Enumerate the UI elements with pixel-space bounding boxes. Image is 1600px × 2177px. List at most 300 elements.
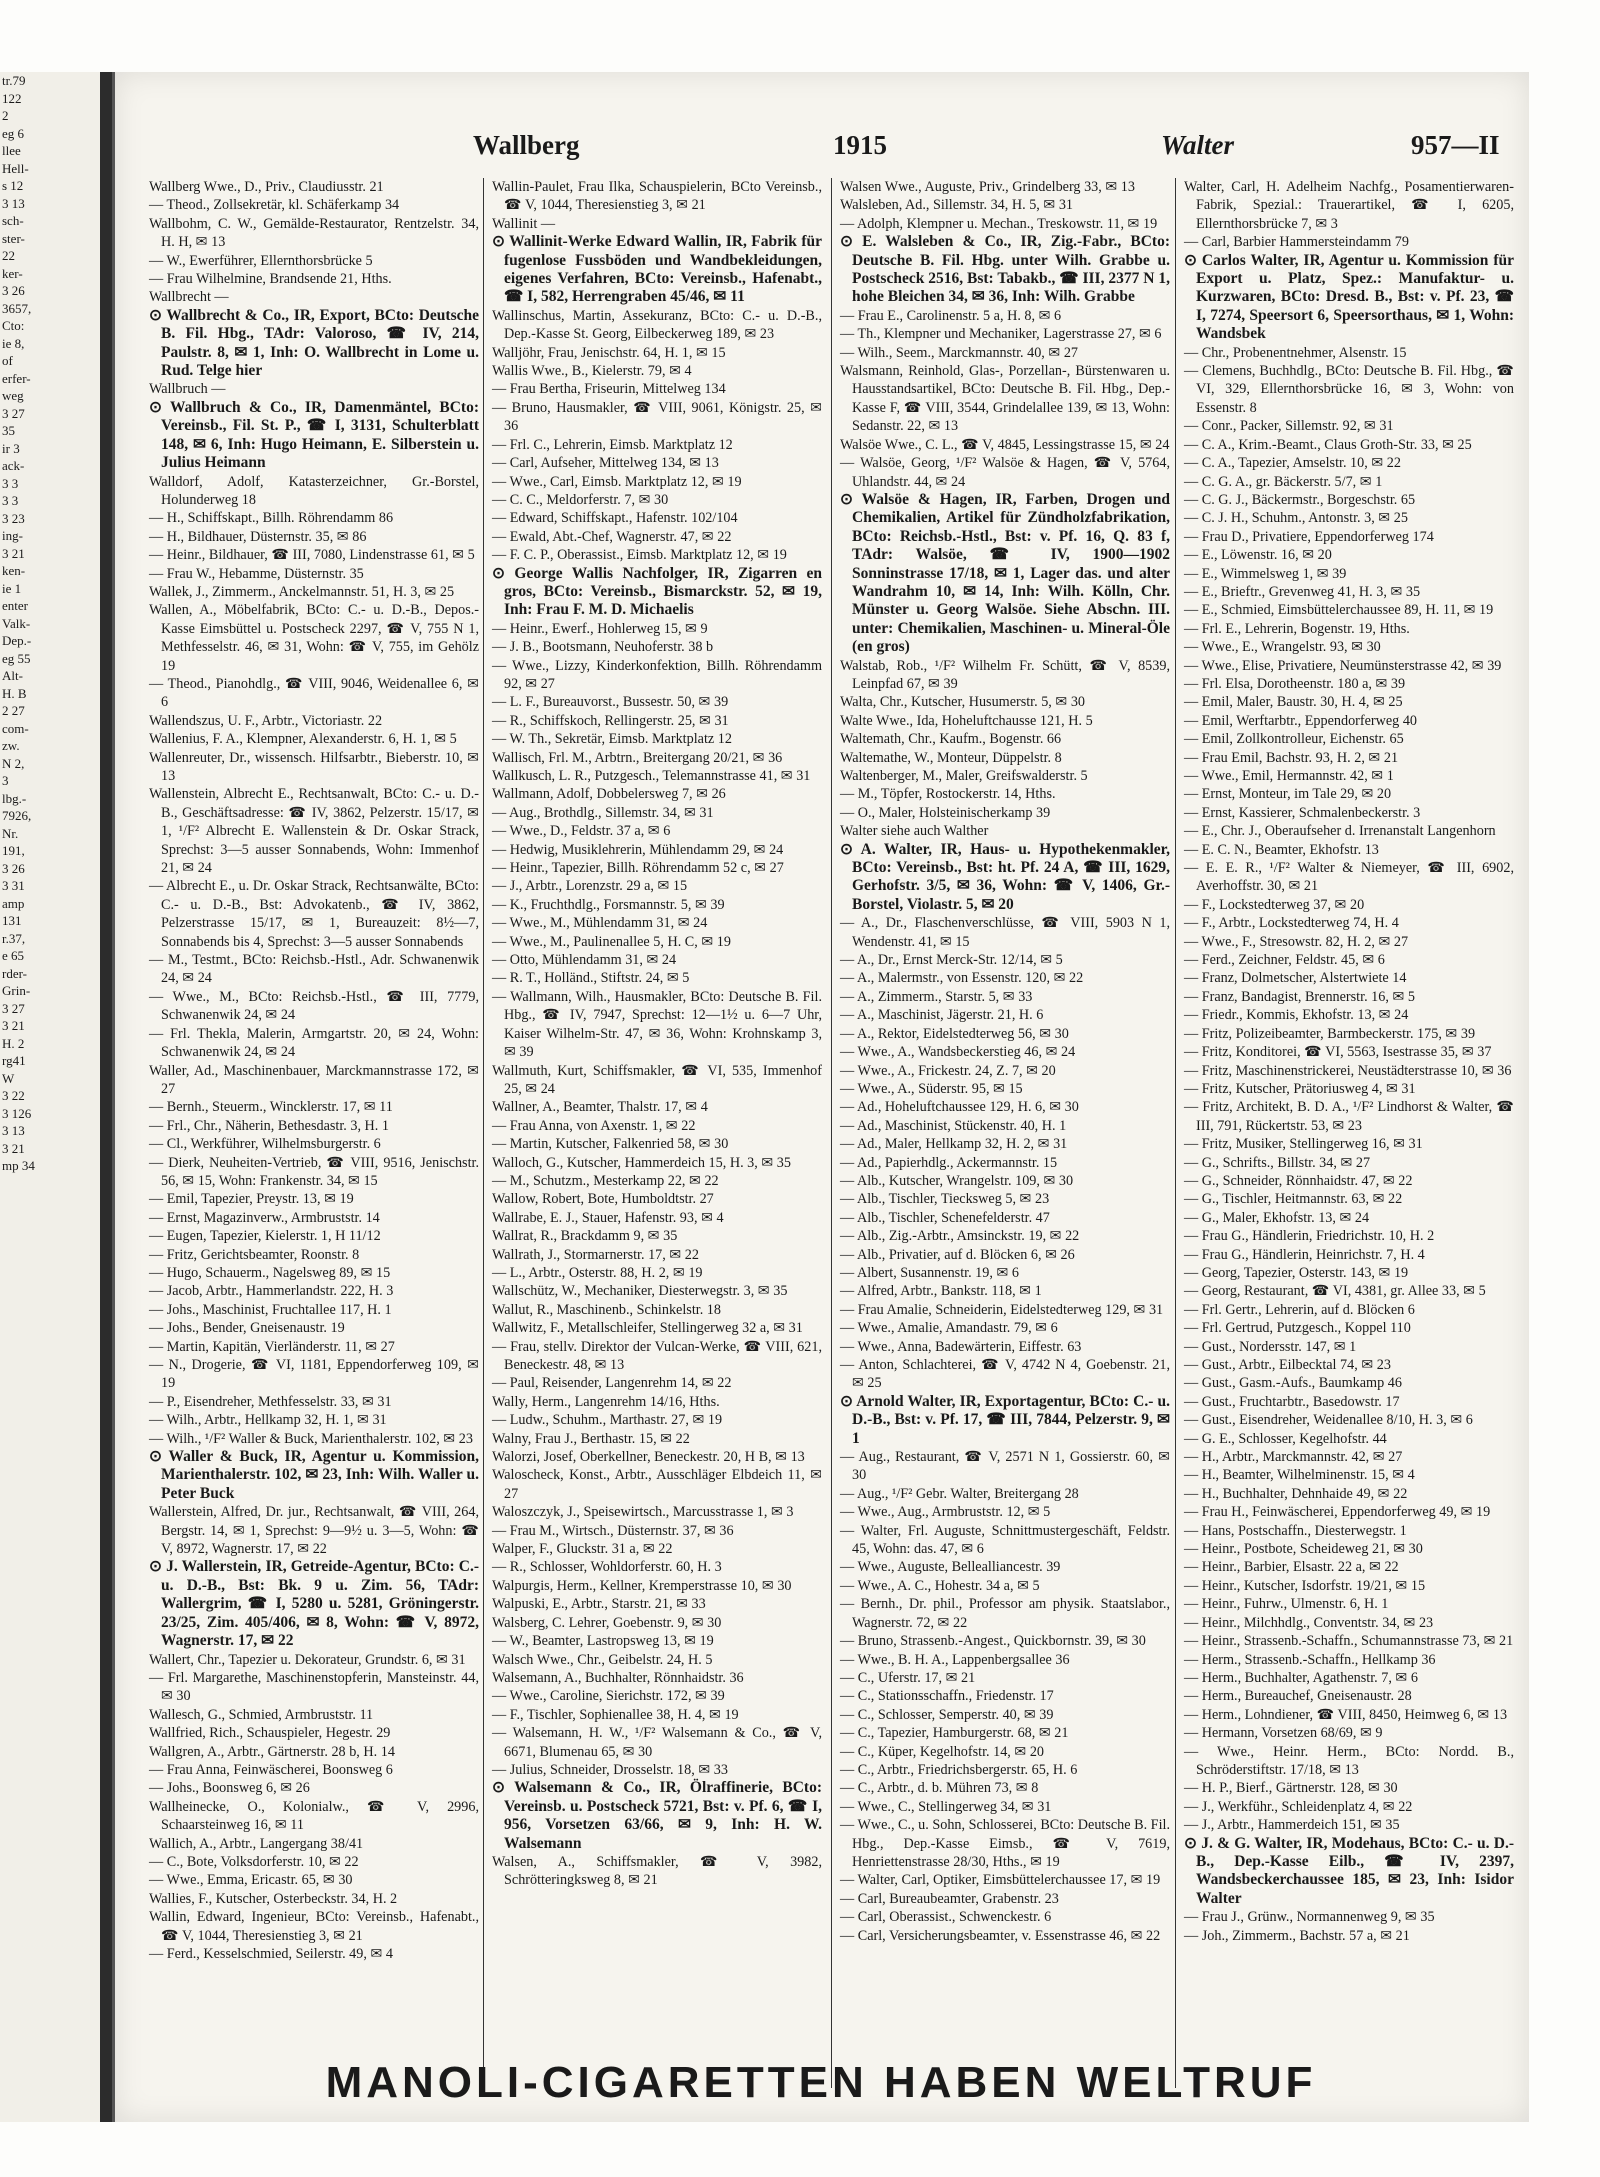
directory-entry: Walsberg, C. Lehrer, Goebenstr. 9, ✉ 30 [492,1614,722,1631]
strip-fragment: enter [2,598,28,613]
directory-entry: — Th., Klempner und Mechaniker, Lagerstrasse 27, ✉ 6 [840,326,1162,343]
directory-entry: — A., Malermstr., von Essenstr. 120, ✉ 22 [840,970,1084,987]
directory-entry: — Aug., ¹/F² Gebr. Walter, Breitergang 28 [840,1485,1079,1502]
directory-entry: — Alb., Kutscher, Wrangelstr. 109, ✉ 30 [840,1172,1074,1189]
strip-fragment: 3 31 [2,878,25,893]
directory-entry: — Frl. Gertr., Lehrerin, auf d. Blöcken 6 [1184,1301,1415,1318]
directory-entry: — Frau Anna, Feinwäscherei, Boonsweg 6 [149,1761,393,1778]
directory-entry: Wallner, A., Beamter, Thalstr. 17, ✉ 4 [492,1099,708,1116]
directory-entry: — Jacob, Arbtr., Hammerlandstr. 222, H. 3 [149,1283,394,1300]
strip-fragment: 3 126 [2,1105,32,1121]
directory-entry: — Johs., Maschinist, Fruchtallee 117, H. 1 [149,1301,392,1318]
strip-fragment: Alt- [2,668,23,683]
directory-entry: Wallrath, J., Stormarnerstr. 17, ✉ 22 [492,1246,699,1263]
directory-entry: Walta, Chr., Kutscher, Husumerstr. 5, ✉ 30 [840,694,1086,711]
directory-entry: Walstab, Rob., ¹/F² Wilhelm Fr. Schütt, ☎ V, 8539, Leinpfad 67, ✉ 39 [840,657,1170,692]
directory-entry: — Alb., Tischler, Schenefelderstr. 47 [840,1209,1050,1226]
directory-entry: — H., Schiffskapt., Billh. Röhrendamm 86 [149,510,394,527]
directory-entry: — Fritz, Polizeibeamter, Barmbeckerstr. 175, ✉ 39 [1184,1025,1476,1042]
directory-entry: — Wwe., Caroline, Sierichstr. 172, ✉ 39 [492,1688,725,1705]
directory-entry: — Carl, Oberassist., Schwenckestr. 6 [840,1909,1052,1926]
directory-entry: — Wallmann, Wilh., Hausmakler, BCto: Deutsche B. Fil. Hbg., ☎ IV, 7947, Sprechst: 12—1½ u. 6—7 Uhr, Kaiser Wilhelm-Str. 47, ✉ 36, Wohn: Krohnskamp 3, ✉ 39 [492,988,822,1061]
directory-entry: — G., Schneider, Rönnhaidstr. 47, ✉ 22 [1184,1172,1413,1189]
strip-fragment: 3 21 [2,545,25,561]
directory-entry: — Carl, Bureaubeamter, Grabenstr. 23 [840,1890,1059,1907]
directory-entry: — Hugo, Schauerm., Nagelsweg 89, ✉ 15 [149,1264,391,1281]
strip-fragment: Hell- [2,160,29,176]
directory-entry: — E., Chr. J., Oberaufseher d. Irrenanstalt Langenhorn [1184,823,1496,840]
strip-fragment: sch- [2,213,24,228]
strip-fragment: 22 [2,248,15,263]
directory-entry: — F., Arbtr., Lockstedterweg 74, H. 4 [1184,915,1399,932]
advertisement-footer: MANOLI-CIGARETTEN HABEN WELTRUF [325,2058,1317,2107]
directory-entry: — Hans, Postschaffn., Diesterwegstr. 1 [1184,1522,1407,1539]
strip-fragment: ie 8, [2,335,25,351]
directory-entry: — Frl. Gertrud, Putzgesch., Koppel 110 [1184,1320,1411,1337]
directory-entry: — Fritz, Kutscher, Prätoriusweg 4, ✉ 31 [1184,1080,1416,1097]
directory-entry: — R., Schiffskoch, Rellingerstr. 25, ✉ 31 [492,712,729,729]
strip-fragment: 3657, [2,300,32,316]
directory-entry: Wallek, J., Zimmerm., Anckelmannstr. 51, H. 3, ✉ 25 [149,583,455,600]
strip-fragment: 3 13 [2,1123,25,1138]
strip-fragment: H. B [2,685,27,701]
directory-entry: Walper, F., Gluckstr. 31 a, ✉ 22 [492,1541,673,1558]
directory-entry: — Frau G., Händlerin, Friedrichstr. 10, H. 2 [1184,1228,1435,1245]
directory-entry: Wallbrecht — [149,289,229,306]
strip-fragment: zw. [2,738,20,753]
strip-fragment: amp [2,895,25,911]
directory-entry: — Wwe., Elise, Privatiere, Neumünsterstrasse 42, ✉ 39 [1184,657,1502,674]
directory-entry: — Joh., Zimmerm., Bachstr. 57 a, ✉ 21 [1184,1927,1410,1944]
directory-entry: — M., Töpfer, Rostockerstr. 14, Hths. [840,786,1056,803]
directory-entry: Wallenius, F. A., Klempner, Alexanderstr. 6, H. 1, ✉ 5 [149,731,457,748]
strip-fragment: H. 2 [2,1035,25,1051]
strip-fragment: ack- [2,458,25,473]
directory-entry: — Ferd., Zeichner, Feldstr. 45, ✉ 6 [1184,952,1385,969]
directory-entry: — Wwe., A. C., Hohestr. 34 a, ✉ 5 [840,1577,1040,1594]
directory-entry: — Wwe., Amalie, Amandastr. 79, ✉ 6 [840,1320,1058,1337]
directory-entry: — Gust., Gasm.-Aufs., Baumkamp 46 [1184,1375,1402,1392]
strip-fragment: Cto: [2,318,25,333]
directory-entry: — L., Arbtr., Osterstr. 88, H. 2, ✉ 19 [492,1264,703,1281]
directory-entry: — R. T., Holländ., Stiftstr. 24, ✉ 5 [492,970,690,987]
directory-entry: — Frau J., Grünw., Normannenweg 9, ✉ 35 [1184,1909,1435,1926]
directory-entry: ⊙ Walsöe & Hagen, IR, Farben, Drogen und Chemikalien, Artikel für Zündholzfabrikation, BCto: Reichsb.-Hstl., Bst: v. Pf. 16, Q. 83 f, TAdr: Walsöe, ☎ IV, 1900—1902 Sonninstrasse 17/18, ✉ 1, Lager das. und alter Wandrahm 10, ✉ 14, Inh: Wilh. Kölln, Chr. Münster u. Georg Walsöe. Siehe Abschn. III. unter: Chemikalien, Maschinen- u. Mineral-Öle (en gros) [840,490,1170,656]
directory-entry: ⊙ Walsemann & Co., IR, Ölraffinerie, BCto: Vereinsb. u. Postscheck 5721, Bst: v. Pf. 6, ☎ I, 956, Vorsetzen 63/66, ✉ 9, Inh: H. W. Walsemann [492,1779,822,1852]
directory-entry: — Wwe., F., Stresowstr. 82, H. 2, ✉ 27 [1184,933,1409,950]
column-1 [141,178,483,2088]
directory-entry: — Wwe., A., Süderstr. 95, ✉ 15 [840,1080,1023,1097]
strip-fragment: 3 3 [2,493,19,508]
directory-entry: — G., Maler, Ekhofstr. 13, ✉ 24 [1184,1209,1370,1226]
directory-entry: — Frau W., Hebamme, Düsternstr. 35 [149,565,364,582]
directory-entry: — Georg, Tapezier, Osterstr. 143, ✉ 19 [1184,1264,1409,1281]
directory-entry: Wallin, Edward, Ingenieur, BCto: Vereinsb., Hafenabt., ☎ V, 1044, Theresienstieg 3, ✉ 21 [149,1909,479,1944]
directory-entry: — Ewald, Abt.-Chef, Wagnerstr. 47, ✉ 22 [492,528,732,545]
strip-fragment: r.37, [2,930,26,946]
directory-entry: Wallinit — [492,215,556,232]
directory-entry: — Carl, Versicherungsbeamter, v. Essenstrasse 46, ✉ 22 [840,1927,1161,1944]
directory-entry: — H., Buchhalter, Dehnhaide 49, ✉ 22 [1184,1485,1408,1502]
strip-fragment: weg [2,388,24,403]
directory-entry: — Bruno, Strassenb.-Angest., Quickbornstr. 39, ✉ 30 [840,1633,1146,1650]
directory-entry: — L. F., Bureauvorst., Bussestr. 50, ✉ 39 [492,694,729,711]
directory-entry: — Wwe., C., Stellingerweg 34, ✉ 31 [840,1798,1052,1815]
directory-entry: — K., Fruchthdlg., Forsmannstr. 5, ✉ 39 [492,896,725,913]
strip-fragment: rg41 [2,1053,26,1068]
directory-entry: — Heinr., Fuhrw., Ulmenstr. 6, H. 1 [1184,1596,1389,1613]
directory-entry: — Frl., Chr., Näherin, Bethesdastr. 3, H. 1 [149,1117,389,1134]
adjacent-page-strip [0,72,106,2122]
directory-entry: — Anton, Schlachterei, ☎ V, 4742 N 4, Goebenstr. 21, ✉ 25 [840,1357,1170,1392]
directory-entry: — Dierk, Neuheiten-Vertrieb, ☎ VIII, 9516, Jenischstr. 56, ✉ 15, Wohn: Frankenstr. 34, ✉ 15 [149,1154,479,1189]
directory-entry: — N., Drogerie, ☎ VI, 1181, Eppendorferweg 109, ✉ 19 [149,1357,479,1392]
column-3 [831,178,1174,2088]
directory-entry: Walsen, A., Schiffsmakler, ☎ V, 3982, Schrötteringksweg 8, ✉ 21 [492,1853,822,1889]
directory-entry: — E., Schmied, Eimsbüttelerchaussee 89, H. 11, ✉ 19 [1184,602,1494,619]
directory-entry: — A., Zimmerm., Starstr. 5, ✉ 33 [840,988,1033,1005]
directory-entry: — J., Arbtr., Hammerdeich 151, ✉ 35 [1184,1817,1400,1834]
directory-entry: — Frl. E., Lehrerin, Bogenstr. 19, Hths. [1184,620,1410,637]
directory-entry: Walter, Carl, H. Adelheim Nachfg., Posamentierwaren-Fabrik, Spezial.: Trauerartikel, ☎ I, 6205, Ellernthorsbrücke 7, ✉ 3 [1184,179,1514,232]
directory-entry: — C., Arbtr., Friedrichsbergerstr. 65, H. 6 [840,1761,1078,1778]
strip-fragment: 3 21 [2,1018,25,1033]
directory-entry: — Fritz, Gerichtsbeamter, Roonstr. 8 [149,1246,360,1263]
strip-fragment: 3 27 [2,405,25,421]
header-year: 1915 [833,130,887,160]
directory-entry: — Theod., Zollsekretär, kl. Schäferkamp 34 [149,197,400,214]
directory-entry: Waloszczyk, J., Speisewirtsch., Marcusstrasse 1, ✉ 3 [492,1504,794,1521]
directory-entry: ⊙ E. Walsleben & Co., IR, Zig.-Fabr., BCto: Deutsche B. Fil. Hbg. unter Wilh. Grabbe u. Postscheck 2516, Bst: Tabakb., ☎ III, 2377 N 1, hohe Bleichen 34, ✉ 36, Inh: Wilh. Grabbe [840,233,1170,306]
strip-fragment: N 2, [2,755,25,771]
directory-entry: — Frl. Margarethe, Maschinenstopferin, Mansteinstr. 44, ✉ 30 [149,1669,479,1705]
strip-fragment: erfer- [2,370,31,386]
directory-entry: — Walter, Carl, Optiker, Eimsbüttelerchaussee 17, ✉ 19 [840,1872,1161,1889]
directory-entry: — Bernh., Steuerm., Wincklerstr. 17, ✉ 11 [149,1099,393,1116]
directory-entry: — Edward, Schiffskapt., Hafenstr. 102/104 [492,510,738,527]
strip-fragment: Dep.- [2,633,32,648]
directory-entry: Wallfried, Rich., Schauspieler, Hegestr. 29 [149,1725,391,1742]
directory-entry: Wallschütz, W., Mechaniker, Diesterwegstr. 3, ✉ 35 [492,1283,788,1300]
directory-entry: Waltemathe, W., Monteur, Düppelstr. 8 [840,749,1062,766]
directory-entry: Wallin-Paulet, Frau Ilka, Schauspielerin, BCto Vereinsb., ☎ V, 1044, Theresienstieg 3, ✉ 21 [492,179,822,214]
directory-entry: — Fritz, Maschinenstrickerei, Neustädterstrasse 10, ✉ 36 [1184,1062,1512,1079]
directory-entry: — Ernst, Monteur, im Tale 29, ✉ 20 [1184,786,1392,803]
strip-fragment: 3 3 [2,475,19,491]
directory-entry: — Wwe., M., Mühlendamm 31, ✉ 24 [492,915,708,932]
directory-entry: — Franz, Bandagist, Brennerstr. 16, ✉ 5 [1184,988,1415,1005]
directory-entry: — Wwe., A., Wandsbeckerstieg 46, ✉ 24 [840,1044,1076,1061]
directory-entry: — A., Rektor, Eidelstedterweg 56, ✉ 30 [840,1025,1069,1042]
directory-entry: — Ad., Maler, Hellkamp 32, H. 2, ✉ 31 [840,1136,1068,1153]
directory-entry: Wallen, A., Möbelfabrik, BCto: C.- u. D.-B., Depos.-Kasse Eimsbüttel u. Postscheck 2297, ☎ V, 755 N 1, Methfesselstr. 46, ✉ 31, Wohn: ☎ V, 755, im Gehölz 19 [149,602,479,674]
directory-entry: Walorzi, Josef, Oberkellner, Beneckestr. 20, H B, ✉ 13 [492,1449,805,1466]
directory-entry: Wallbohm, C. W., Gemälde-Restaurator, Rentzelstr. 34, H. H, ✉ 13 [149,215,479,251]
directory-entry: — Ernst, Magazinverw., Armbruststr. 14 [149,1209,380,1226]
strip-fragment: Valk- [2,615,31,631]
directory-entry: Wallendszus, U. F., Arbtr., Victoriastr. 22 [149,712,383,729]
directory-entry: — Alb., Zig.-Arbtr., Amsinckstr. 19, ✉ 22 [840,1228,1080,1245]
directory-entry: Wallkusch, L. R., Putzgesch., Telemannstrasse 41, ✉ 31 [492,768,811,784]
directory-entry: — F. C. P., Oberassist., Eimsb. Marktplatz 12, ✉ 19 [492,547,787,564]
directory-entry: — Frl. C., Lehrerin, Eimsb. Marktplatz 12 [492,436,733,453]
directory-entry: — Wwe., Aug., Armbruststr. 12, ✉ 5 [840,1504,1051,1521]
directory-entry: — Heinr., Milchhdlg., Conventstr. 34, ✉ 23 [1184,1614,1434,1631]
strip-fragment: llee [2,143,21,158]
directory-entry: ⊙ George Wallis Nachfolger, IR, Zigarren en gros, BCto: Vereinsb., Bismarckstr. 52, ✉ 19, Inh: Frau F. M. D. Michaelis [492,564,822,619]
directory-entry: — Alb., Privatier, auf d. Blöcken 6, ✉ 26 [840,1246,1075,1263]
directory-entry: ⊙ Wallbrecht & Co., IR, Export, BCto: Deutsche B. Fil. Hbg., TAdr: Valoroso, ☎ IV, 214, Paulstr. 8, ✉ 1, Inh: O. Wallbrecht in Lome u. Rud. Telge hier [149,306,479,380]
directory-entry: — Wwe., B. H. A., Lappenbergsallee 36 [840,1651,1070,1668]
directory-entry: Walldorf, Adolf, Katasterzeichner, Gr.-Borstel, Holunderweg 18 [149,473,479,508]
directory-entry: Wallmuth, Kurt, Schiffsmakler, ☎ VI, 535, Immenhof 25, ✉ 24 [492,1062,822,1097]
strip-fragment: ker- [2,265,23,281]
directory-entry: — Frau Emil, Bachstr. 93, H. 2, ✉ 21 [1184,749,1399,766]
strip-fragment: Nr. [2,825,19,841]
directory-entry: — C. A., Tapezier, Amselstr. 10, ✉ 22 [1184,455,1401,472]
strip-fragment: 2 27 [2,703,25,718]
directory-entry: ⊙ Arnold Walter, IR, Exportagentur, BCto: C.- u. D.-B., Bst: v. Pf. 17, ☎ III, 7844, Pelzerstr. 9, ✉ 1 [840,1392,1170,1447]
directory-entry: — C., Arbtr., d. b. Mühren 73, ✉ 8 [840,1780,1039,1797]
directory-entry: — Wwe., D., Feldstr. 37 a, ✉ 6 [492,823,671,840]
directory-entry: — O., Maler, Holsteinischerkamp 39 [840,804,1051,821]
directory-entry: — C. G. A., gr. Bäckerstr. 5/7, ✉ 1 [1184,473,1383,490]
directory-entry: — Emil, Maler, Baustr. 30, H. 4, ✉ 25 [1184,694,1403,711]
directory-entry: Walny, Frau J., Berthastr. 15, ✉ 22 [492,1430,690,1447]
directory-entry: — M., Schutzm., Mesterkamp 22, ✉ 22 [492,1172,719,1189]
directory-entry: Walljöhr, Frau, Jenischstr. 64, H. 1, ✉ 15 [492,344,726,361]
directory-entry: — Frau Wilhelmine, Brandsende 21, Hths. [149,271,392,288]
strip-fragment: Grin- [2,983,31,998]
directory-entry: — Wwe., Auguste, Bellealliancestr. 39 [840,1559,1061,1576]
directory-entry: Waller, Ad., Maschinenbauer, Marckmannstrasse 172, ✉ 27 [149,1062,479,1097]
directory-entry: — Albert, Susannenstr. 19, ✉ 6 [840,1264,1019,1281]
directory-entry: Walsöe Wwe., C. L., ☎ V, 4845, Lessingstrasse 15, ✉ 24 [840,436,1170,453]
directory-entry: — Frau, stellv. Direktor der Vulcan-Werke, ☎ VIII, 621, Beneckestr. 48, ✉ 13 [492,1338,822,1373]
directory-entry: — Heinr., Kutscher, Isdorfstr. 19/21, ✉ 15 [1184,1577,1426,1594]
directory-entry: — Wwe., E., Wrangelstr. 93, ✉ 30 [1184,639,1381,656]
directory-entry: — Frl. Thekla, Malerin, Armgartstr. 20, ✉ 24, Wohn: Schwanenwik 24, ✉ 24 [149,1025,479,1061]
directory-entry: — Ad., Maschinist, Stückenstr. 40, H. 1 [840,1117,1067,1134]
directory-entry: — Chr., Probenentnehmer, Alsenstr. 15 [1184,344,1407,361]
directory-entry: — Cl., Werkführer, Wilhelmsburgerstr. 6 [149,1136,381,1153]
strip-fragment: 191, [2,843,25,858]
directory-entry: — C., Küper, Kegelhofstr. 14, ✉ 20 [840,1743,1045,1760]
directory-entry: — Hedwig, Musiklehrerin, Mühlendamm 29, ✉ 24 [492,841,784,858]
directory-entry: — Frau E., Carolinenstr. 5 a, H. 8, ✉ 6 [840,307,1062,324]
directory-entry: — J. B., Bootsmann, Neuhoferstr. 38 b [492,639,714,656]
directory-entry: — Walsöe, Georg, ¹/F² Walsöe & Hagen, ☎ V, 5764, Uhlandstr. 44, ✉ 24 [840,455,1170,490]
strip-fragment: mp 34 [2,1158,35,1173]
directory-entry: ⊙ A. Walter, IR, Haus- u. Hypothekenmakler, BCto: Vereinsb., Bst: ht. Pf. 24 A, ☎ III, 1629, Gerhofstr. 3/5, ✉ 36, Wohn: ☎ V, 1406, Gr.-Borstel, Violastr. 5, ✉ 20 [840,840,1170,913]
directory-entry: — Wilh., ¹/F² Waller & Buck, Marienthalerstr. 102, ✉ 23 [149,1430,473,1447]
directory-entry: — E., Wimmelsweg 1, ✉ 39 [1184,565,1347,582]
strip-fragment: 3 26 [2,860,25,876]
directory-entry: — W., Beamter, Lastropsweg 13, ✉ 19 [492,1633,714,1650]
directory-entry: — Emil, Werftarbtr., Eppendorferweg 40 [1184,712,1418,729]
directory-entry: — Frau Anna, von Axenstr. 1, ✉ 22 [492,1117,696,1134]
directory-entry: — Frau D., Privatiere, Eppendorferweg 174 [1184,528,1434,545]
directory-entry: Wallut, R., Maschinenb., Schinkelstr. 18 [492,1301,721,1318]
directory-entry: Walsleben, Ad., Sillemstr. 34, H. 5, ✉ 31 [840,197,1074,214]
directory-entry: — E., Löwenstr. 16, ✉ 20 [1184,547,1332,564]
directory-entry: — Gust., Fruchtarbtr., Basedowstr. 17 [1184,1393,1400,1410]
directory-entry: Wallrabe, E. J., Stauer, Hafenstr. 93, ✉ 4 [492,1209,724,1226]
directory-entry: — Clemens, Buchhdlg., BCto: Deutsche B. Fil. Hbg., ☎ VI, 329, Ellernthorsbrücke 16, ✉ 3, Wohn: von Essenstr. 8 [1184,363,1514,416]
directory-entry: — Wwe., Heinr. Herm., BCto: Nordd. B., Schröderstiftstr. 17/18, ✉ 13 [1184,1743,1514,1778]
directory-entry: — J., Werkführ., Schleidenplatz 4, ✉ 22 [1184,1798,1413,1815]
directory-entry: — Heinr., Strassenb.-Schaffn., Schumannstrasse 73, ✉ 21 [1184,1633,1514,1650]
directory-entry: ⊙ Carlos Walter, IR, Agentur u. Kommission für Export u. Platz, Spez.: Manufaktur- u. Kurzwaren, BCto: Dresd. B., Bst: v. Pf. 23, ☎ I, 7274, Speersort 6, Speersorthaus, ✉ 1, Wohn: Wandsbek [1184,251,1514,343]
directory-entry: — Frau Amalie, Schneiderin, Eidelstedterweg 129, ✉ 31 [840,1301,1164,1318]
directory-entry: — Alfred, Arbtr., Bankstr. 118, ✉ 1 [840,1283,1042,1300]
directory-entry: Wally, Herm., Langenrehm 14/16, Hths. [492,1393,720,1410]
directory-entry: — P., Eisendreher, Methfesselstr. 33, ✉ 31 [149,1393,392,1410]
directory-entry: Wallesch, G., Schmied, Armbruststr. 11 [149,1706,374,1723]
directory-entry: — Wwe., Carl, Eimsb. Marktplatz 12, ✉ 19 [492,473,742,490]
directory-entry: Wallenstein, Albrecht E., Rechtsanwalt, BCto: C.- u. D.-B., Geschäftsadresse: ☎ IV, 3862, Pelzerstr. 15/17, ✉ 1, ¹/F² Albrecht E. Wallenstein & Dr. Oskar Strack, Sprechst: 3—5 ausser Sonnabends, Wohn: Immenhof 21, ✉ 24 [149,786,479,877]
strip-fragment: eg 6 [2,125,25,141]
directory-entry: — Wilh., Arbtr., Hellkamp 32, H. 1, ✉ 31 [149,1412,387,1429]
directory-entry: — Carl, Barbier Hammersteindamm 79 [1184,234,1409,251]
directory-entry: — Wwe., Emma, Ericastr. 65, ✉ 30 [149,1872,353,1889]
strip-fragment: 3 23 [2,510,25,526]
directory-entry: — Heinr., Postbote, Scheideweg 21, ✉ 30 [1184,1541,1423,1558]
directory-entry: — Wwe., Anna, Badewärterin, Eiffestr. 63 [840,1338,1082,1355]
directory-entry: Wallbruch — [149,381,226,398]
directory-entry: — F., Lockstedterweg 37, ✉ 20 [1184,896,1365,913]
directory-entry: Wallmann, Adolf, Dobbelersweg 7, ✉ 26 [492,786,726,803]
directory-entry: — Walsemann, H. W., ¹/F² Walsemann & Co., ☎ V, 6671, Blumenau 65, ✉ 30 [492,1725,822,1760]
directory-entry: — C., Uferstr. 17, ✉ 21 [840,1669,976,1686]
directory-entry: — Albrecht E., u. Dr. Oskar Strack, Rechtsanwälte, BCto: C.- u. D.-B., Bst: Advokatenb., ☎ IV, 3862, Pelzerstrasse 15/17, ✉ 1, Bureauzeit: 8½—7, Sonnabends bis 4, Sprechst: 3—5 ausser Sonnabends [149,878,479,950]
directory-entry: — G., Tischler, Heitmannstr. 63, ✉ 22 [1184,1191,1403,1208]
strip-fragment: 2 [2,108,9,123]
directory-entry: — Herm., Lohndiener, ☎ VIII, 8450, Heimweg 6, ✉ 13 [1184,1706,1508,1723]
directory-entry: — Johs., Boonsweg 6, ✉ 26 [149,1780,310,1797]
directory-entry: — Wwe., Emil, Hermannstr. 42, ✉ 1 [1184,768,1394,784]
directory-page [112,72,1529,2122]
strip-fragment: eg 55 [2,650,31,666]
directory-entry: — Frau G., Händlerin, Heinrichstr. 7, H. 4 [1184,1246,1425,1263]
directory-entry: — Wwe., M., Paulinenallee 5, H. C, ✉ 19 [492,933,731,950]
directory-entry: — Johs., Bender, Gneisenaustr. 19 [149,1320,345,1337]
directory-entry: ⊙ Wallbruch & Co., IR, Damenmäntel, BCto: Vereinsb., Fil. St. P., ☎ I, 3131, Schulterblatt 148, ✉ 6, Inh: Hugo Heimann, E. Silberstein u. Julius Heimann [149,398,479,472]
directory-entry: — Fritz, Architekt, B. D. A., ¹/F² Lindhorst & Walter, ☎ III, 791, Rückertstr. 53, ✉ 23 [1184,1099,1514,1134]
directory-entry: — Wwe., Lizzy, Kinderkonfektion, Billh. Röhrendamm 92, ✉ 27 [492,657,822,692]
directory-entry: — Julius, Schneider, Drosselstr. 18, ✉ 33 [492,1761,728,1778]
directory-entry: — Heinr., Tapezier, Billh. Röhrendamm 52 c, ✉ 27 [492,860,784,877]
directory-entry: — Walter, Frl. Auguste, Schnittmustergeschäft, Feldstr. 45, Wohn: das. 47, ✉ 6 [840,1522,1170,1558]
strip-fragment: 131 [2,913,22,928]
strip-fragment: W [2,1070,15,1086]
directory-entry: Walpuski, E., Arbtr., Starstr. 21, ✉ 33 [492,1596,706,1613]
directory-entry: — Ad., Hoheluftchaussee 129, H. 6, ✉ 30 [840,1099,1079,1116]
directory-entry: Wallies, F., Kutscher, Osterbeckstr. 34, H. 2 [149,1890,398,1907]
directory-entry: — Conr., Packer, Sillemstr. 92, ✉ 31 [1184,418,1394,435]
directory-entry: Walsen Wwe., Auguste, Priv., Grindelberg 33, ✉ 13 [840,179,1135,195]
directory-entry: ⊙ Wallinit-Werke Edward Wallin, IR, Fabrik für fugenlose Fussböden und Wandbekleidungen, eigenes Verfahren, BCto: Vereinsb., Hafenabt., ☎ I, 582, Herrengraben 45/46, ✉ 11 [492,233,822,306]
column-2 [483,178,826,2088]
directory-entry: — A., Dr., Ernst Merck-Str. 12/14, ✉ 5 [840,952,1063,969]
strip-fragment: tr.79 [2,73,26,88]
directory-entry: — A., Dr., Flaschenverschlüsse, ☎ VIII, 5903 N 1, Wendenstr. 41, ✉ 15 [840,915,1170,950]
strip-fragment: ken- [2,563,26,578]
strip-fragment: 3 22 [2,1088,25,1103]
directory-entry: — Gust., Nordersstr. 147, ✉ 1 [1184,1338,1357,1355]
directory-entry: ⊙ Waller & Buck, IR, Agentur u. Kommission, Marienthalerstr. 102, ✉ 23, Inh: Wilh. Waller u. Peter Buck [149,1448,479,1502]
directory-entry: Walsmann, Reinhold, Glas-, Porzellan-, Bürstenwaren u. Hausstandsartikel, BCto: Deutsche B. Fil. Hbg., Dep.-Kasse F, ☎ VIII, 3544, Grindelallee 139, ✉ 13, Wohn: Sedanstr. 22, ✉ 13 [840,363,1170,435]
directory-entry: — H., Bildhauer, Düsternstr. 35, ✉ 86 [149,528,367,545]
header-right-keyword: Walter [1161,130,1234,160]
directory-entry: — Aug., Brothdlg., Sillemstr. 34, ✉ 31 [492,804,714,821]
strip-fragment: 3 26 [2,283,25,298]
directory-entry: — W., Ewerführer, Ellernthorsbrücke 5 [149,252,373,269]
directory-entry: — E. E. R., ¹/F² Walter & Niemeyer, ☎ III, 6902, Averhoffstr. 30, ✉ 21 [1184,860,1514,895]
strip-fragment: 7926, [2,808,32,823]
directory-entry: Wallisch, Frl. M., Arbtrn., Breitergang 20/21, ✉ 36 [492,749,783,766]
directory-entry: Wallich, A., Arbtr., Langergang 38/41 [149,1835,364,1852]
strip-fragment: ing- [2,528,23,543]
directory-entry: — E. C. N., Beamter, Ekhofstr. 13 [1184,841,1379,858]
directory-entry: ⊙ J. Wallerstein, IR, Getreide-Agentur, BCto: C.- u. D.-B., Bst: Bk. 9 u. Zim. 56, TAdr: Wallergrim, ☎ I, 5280 u. 5281, Gröningerstr. 23/25, Zim. 405/406, ✉ 8, Wohn: ☎ V, 8972, Wagnerstr. 17, ✉ 22 [149,1558,479,1650]
directory-entry: — Alb., Tischler, Tiecksweg 5, ✉ 23 [840,1191,1050,1208]
directory-entry: — C., Stationsschaffn., Friedenstr. 17 [840,1688,1054,1705]
directory-entry: — Fritz, Konditorei, ☎ VI, 5563, Isestrasse 35, ✉ 37 [1184,1044,1492,1061]
strip-fragment: 35 [2,423,15,438]
directory-entry: — C. G. J., Bäckermstr., Borgeschstr. 65 [1184,491,1416,508]
column-4 [1175,178,1518,2088]
directory-entry: Walsemann, A., Buchhalter, Rönnhaidstr. 36 [492,1669,744,1686]
directory-entry: — Frau M., Wirtsch., Düsternstr. 37, ✉ 36 [492,1522,734,1539]
directory-entry: — Hermann, Vorsetzen 68/69, ✉ 9 [1184,1725,1383,1742]
directory-entry: — Martin, Kapitän, Vierländerstr. 11, ✉ 27 [149,1338,395,1355]
page-header [115,130,1529,170]
directory-entry: — G. E., Schlosser, Kegelhofstr. 44 [1184,1430,1387,1447]
directory-entry: Walpurgis, Herm., Kellner, Kremperstrasse 10, ✉ 30 [492,1577,792,1594]
directory-entry: — Theod., Pianohdlg., ☎ VIII, 9046, Weidenallee 6, ✉ 6 [149,675,479,711]
directory-entry: — Wwe., A., Frickestr. 24, Z. 7, ✉ 20 [840,1062,1056,1079]
directory-entry: — Paul, Reisender, Langenrehm 14, ✉ 22 [492,1375,732,1392]
directory-columns [141,178,1517,2088]
directory-entry: Walloch, G., Kutscher, Hammerdeich 15, H. 3, ✉ 35 [492,1154,791,1171]
directory-entry: — Frl. Elsa, Dorotheenstr. 180 a, ✉ 39 [1184,675,1406,692]
directory-entry: — Gust., Eisendreher, Weidenallee 8/10, H. 3, ✉ 6 [1184,1412,1473,1429]
strip-fragment: rder- [2,965,27,981]
directory-entry: Walter siehe auch Walther [840,823,989,840]
directory-entry: Wallis Wwe., B., Kielerstr. 79, ✉ 4 [492,363,692,380]
directory-entry: — Herm., Buchhalter, Agathenstr. 7, ✉ 6 [1184,1669,1418,1686]
directory-entry: — Bernh., Dr. phil., Professor am physik. Staatslabor., Wagnerstr. 72, ✉ 22 [840,1596,1170,1631]
directory-entry: — H., Beamter, Wilhelminenstr. 15, ✉ 4 [1184,1467,1415,1484]
directory-entry: — J., Arbtr., Lorenzstr. 29 a, ✉ 15 [492,878,688,895]
directory-entry: — C., Tapezier, Hamburgerstr. 68, ✉ 21 [840,1725,1069,1742]
directory-entry: — C. A., Krim.-Beamt., Claus Groth-Str. 33, ✉ 25 [1184,436,1472,453]
header-left-keyword: Wallberg [473,130,580,160]
directory-entry: Wallow, Robert, Bote, Humboldtstr. 27 [492,1191,714,1208]
directory-entry: — Franz, Dolmetscher, Alstertwiete 14 [1184,970,1407,987]
directory-entry: — Frau Bertha, Friseurin, Mittelweg 134 [492,381,726,398]
directory-entry: — Aug., Restaurant, ☎ V, 2571 N 1, Gossierstr. 60, ✉ 30 [840,1449,1170,1484]
strip-fragment: e 65 [2,948,25,963]
directory-entry: — Martin, Kutscher, Falkenried 58, ✉ 30 [492,1136,729,1153]
strip-fragment: 3 21 [2,1140,25,1156]
directory-entry: Wallenreuter, Dr., wissensch. Hilfsarbtr., Bieberstr. 10, ✉ 13 [149,749,479,784]
strip-fragment: of [2,353,13,368]
directory-entry: — Emil, Zollkontrolleur, Eichenstr. 65 [1184,731,1404,748]
directory-entry: — Heinr., Ewerf., Hohlerweg 15, ✉ 9 [492,620,708,637]
directory-entry: — Emil, Tapezier, Preystr. 13, ✉ 19 [149,1191,354,1208]
